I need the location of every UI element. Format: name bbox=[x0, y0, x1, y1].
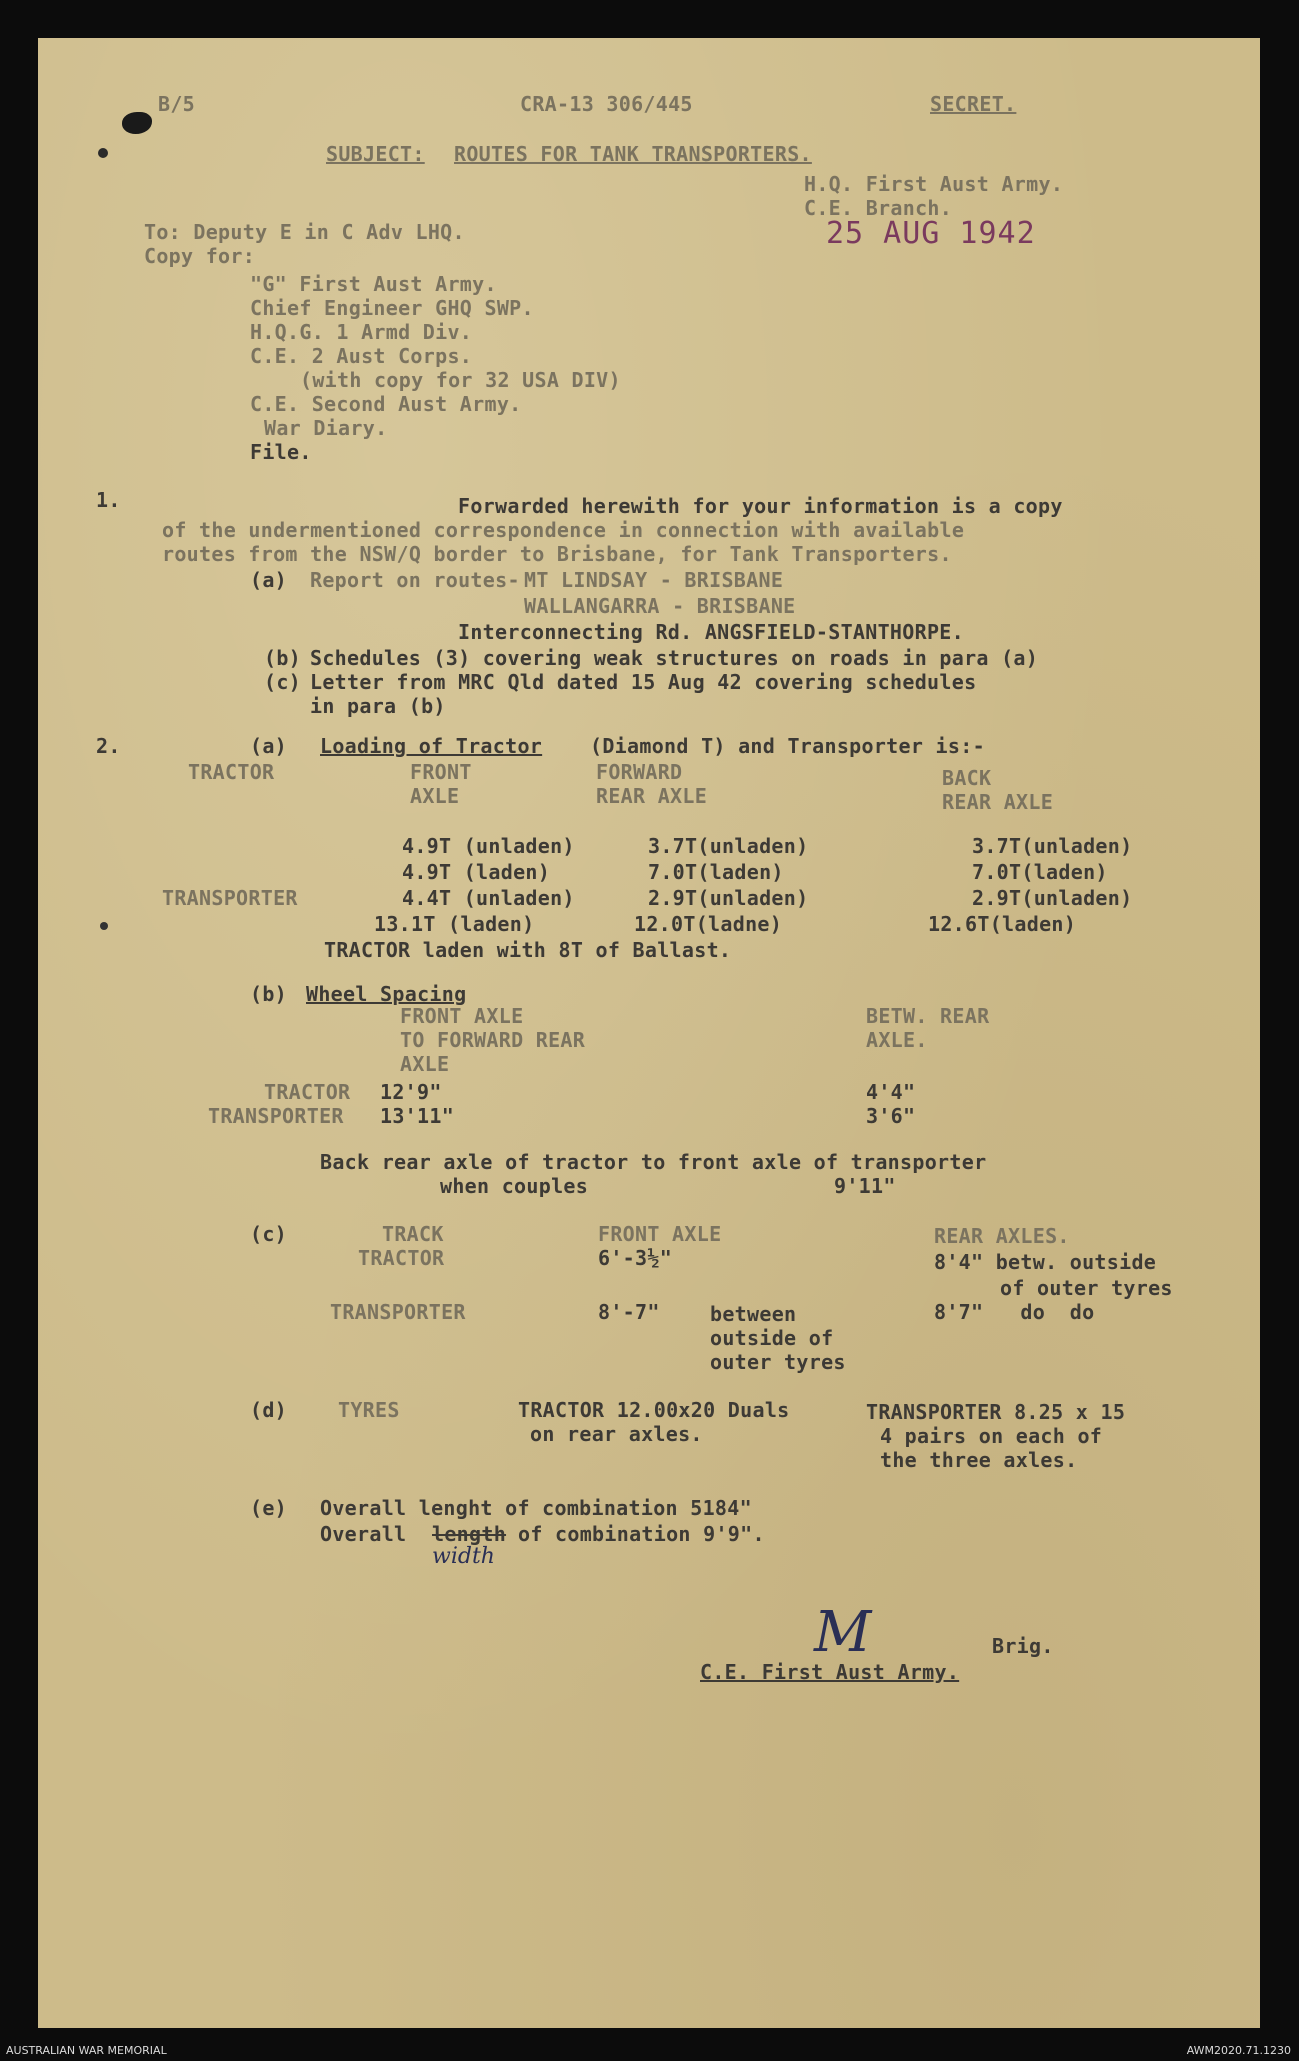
column-back-rear-axle: BACK bbox=[942, 766, 992, 790]
tyres-transporter: TRANSPORTER 8.25 x 15 bbox=[866, 1400, 1126, 1424]
item-label: (e) bbox=[250, 1496, 288, 1520]
track-between: outside of bbox=[710, 1326, 834, 1350]
copy-recipient: War Diary. bbox=[264, 416, 388, 440]
item-label: (d) bbox=[250, 1398, 288, 1422]
wheel-row-value: 4'4" bbox=[866, 1080, 916, 1104]
tyres-tractor: TRACTOR 12.00x20 Duals bbox=[518, 1398, 790, 1422]
loading-cell: 12.6T(laden) bbox=[928, 912, 1077, 936]
loading-cell: 3.7T(unladen) bbox=[648, 834, 809, 858]
item-c-text: Letter from MRC Qld dated 15 Aug 42 covering schedules bbox=[310, 670, 977, 694]
hq-line-2: C.E. Branch. bbox=[804, 196, 953, 220]
loading-cell: 2.9T(unladen) bbox=[648, 886, 809, 910]
item-label: (c) bbox=[264, 670, 302, 694]
item-label: (c) bbox=[250, 1222, 288, 1246]
file-reference: CRA-13 306/445 bbox=[520, 92, 693, 116]
tyres-tractor: on rear axles. bbox=[530, 1422, 703, 1446]
track-tractor-rear: of outer tyres bbox=[1000, 1276, 1173, 1300]
copy-for-label: Copy for: bbox=[144, 244, 256, 268]
loading-cell: 13.1T (laden) bbox=[374, 912, 535, 936]
track-transporter-rear: 8'7" do do bbox=[934, 1300, 1095, 1324]
loading-cell: 4.9T (unladen) bbox=[402, 834, 575, 858]
track-transporter-label: TRANSPORTER bbox=[330, 1300, 466, 1324]
route-1: MT LINDSAY - BRISBANE bbox=[524, 568, 784, 592]
column-tractor: TRACTOR bbox=[188, 760, 275, 784]
wheel-row-label: TRACTOR bbox=[264, 1080, 351, 1104]
wheel-col-header: BETW. REAR bbox=[866, 1004, 990, 1028]
para-2-number: 2. bbox=[96, 734, 121, 758]
document-sheet bbox=[38, 38, 1260, 2028]
copy-recipient: Chief Engineer GHQ SWP. bbox=[250, 296, 534, 320]
item-label: (a) bbox=[250, 734, 288, 758]
para-1-line: Forwarded herewith for your information is a copy bbox=[458, 494, 1063, 518]
wheel-col-header: AXLE bbox=[400, 1052, 450, 1076]
wheel-col-header: TO FORWARD REAR bbox=[400, 1028, 586, 1052]
copy-recipient: C.E. Second Aust Army. bbox=[250, 392, 522, 416]
track-tractor-rear: 8'4" betw. outside bbox=[934, 1250, 1157, 1274]
track-between: outer tyres bbox=[710, 1350, 846, 1374]
item-label: (a) bbox=[250, 568, 288, 592]
wheel-row-value: 3'6" bbox=[866, 1104, 916, 1128]
track-between: between bbox=[710, 1302, 797, 1326]
loading-cell: 4.4T (unladen) bbox=[402, 886, 575, 910]
para-1-line: of the undermentioned correspondence in connection with available bbox=[162, 518, 965, 542]
item-b-text: Schedules (3) covering weak structures on roads in para (a) bbox=[310, 646, 1039, 670]
loading-heading-rest: (Diamond T) and Transporter is:- bbox=[590, 734, 985, 758]
signature-title: C.E. First Aust Army. bbox=[700, 1660, 960, 1684]
track-transporter-front: 8'-7" bbox=[598, 1300, 660, 1324]
tyres-transporter: 4 pairs on each of bbox=[880, 1424, 1103, 1448]
item-label: (b) bbox=[250, 982, 288, 1006]
to-line: To: Deputy E in C Adv LHQ. bbox=[144, 220, 465, 244]
hq-line-1: H.Q. First Aust Army. bbox=[804, 172, 1064, 196]
signature-initials: M bbox=[814, 1600, 872, 1665]
subject-label: SUBJECT: bbox=[326, 142, 425, 166]
loading-cell: 4.9T (laden) bbox=[402, 860, 551, 884]
track-tractor-front: 6'-3½" bbox=[598, 1246, 673, 1270]
overall-width-label: Overall bbox=[320, 1522, 407, 1546]
loading-cell: 3.7T(unladen) bbox=[972, 834, 1133, 858]
item-c-text-cont: in para (b) bbox=[310, 694, 446, 718]
struck-word: length bbox=[432, 1522, 507, 1546]
ink-mark bbox=[98, 148, 108, 158]
ink-blot bbox=[122, 112, 152, 134]
item-label: (b) bbox=[264, 646, 302, 670]
date-received-stamp: 25 AUG 1942 bbox=[826, 216, 1036, 251]
wheel-row-value: 13'11" bbox=[380, 1104, 455, 1128]
wheel-row-value: 12'9" bbox=[380, 1080, 442, 1104]
copy-recipient: C.E. 2 Aust Corps. bbox=[250, 344, 473, 368]
coupling-value: 9'11" bbox=[834, 1174, 896, 1198]
column-forward-rear-axle: REAR AXLE bbox=[596, 784, 708, 808]
wheel-row-label: TRANSPORTER bbox=[208, 1104, 344, 1128]
para-1-number: 1. bbox=[96, 488, 121, 512]
loading-cell: 12.0T(ladne) bbox=[634, 912, 783, 936]
copy-recipient: File. bbox=[250, 440, 312, 464]
copy-recipient-note: (with copy for 32 USA DIV) bbox=[300, 368, 621, 392]
signature-rank: Brig. bbox=[992, 1634, 1054, 1658]
copy-recipient: "G" First Aust Army. bbox=[250, 272, 497, 296]
column-forward-rear-axle: FORWARD bbox=[596, 760, 683, 784]
subject-title: ROUTES FOR TANK TRANSPORTERS. bbox=[454, 142, 812, 166]
left-reference: B/5 bbox=[158, 92, 196, 116]
track-rear-header: REAR AXLES. bbox=[934, 1224, 1070, 1248]
loading-cell: 7.0T(laden) bbox=[972, 860, 1108, 884]
item-a-text: Report on routes- bbox=[310, 568, 520, 592]
copy-recipient: H.Q.G. 1 Armd Div. bbox=[250, 320, 473, 344]
loading-heading: Loading of Tractor bbox=[320, 734, 543, 758]
route-3: Interconnecting Rd. ANGSFIELD-STANTHORPE. bbox=[458, 620, 964, 644]
loading-cell: 7.0T(laden) bbox=[648, 860, 784, 884]
overall-length: Overall lenght of combination 5184" bbox=[320, 1496, 752, 1520]
wheel-col-header: FRONT AXLE bbox=[400, 1004, 524, 1028]
column-front-axle: FRONT bbox=[410, 760, 472, 784]
classification-marking: SECRET. bbox=[930, 92, 1017, 116]
transporter-label: TRANSPORTER bbox=[162, 886, 298, 910]
coupling-note: Back rear axle of tractor to front axle of transporter bbox=[320, 1150, 987, 1174]
overall-width-value: of combination 9'9". bbox=[518, 1522, 765, 1546]
wheel-col-header: AXLE. bbox=[866, 1028, 928, 1052]
route-2: WALLANGARRA - BRISBANE bbox=[524, 594, 796, 618]
track-front-header: FRONT AXLE bbox=[598, 1222, 722, 1246]
handwritten-correction: width bbox=[432, 1544, 495, 1569]
track-label: TRACK bbox=[382, 1222, 444, 1246]
tyres-label: TYRES bbox=[338, 1398, 400, 1422]
loading-cell: 2.9T(unladen) bbox=[972, 886, 1133, 910]
tyres-transporter: the three axles. bbox=[880, 1448, 1078, 1472]
archive-credit: AUSTRALIAN WAR MEMORIAL bbox=[6, 2044, 167, 2057]
ballast-note: TRACTOR laden with 8T of Ballast. bbox=[324, 938, 732, 962]
para-1-line: routes from the NSW/Q border to Brisbane, for Tank Transporters. bbox=[162, 542, 952, 566]
archive-reference: AWM2020.71.1230 bbox=[1186, 2044, 1291, 2057]
wheel-spacing-heading: Wheel Spacing bbox=[306, 982, 467, 1006]
coupling-note: when couples bbox=[440, 1174, 589, 1198]
track-tractor-label: TRACTOR bbox=[358, 1246, 445, 1270]
margin-mark bbox=[100, 922, 108, 930]
column-front-axle: AXLE bbox=[410, 784, 460, 808]
column-back-rear-axle: REAR AXLE bbox=[942, 790, 1054, 814]
